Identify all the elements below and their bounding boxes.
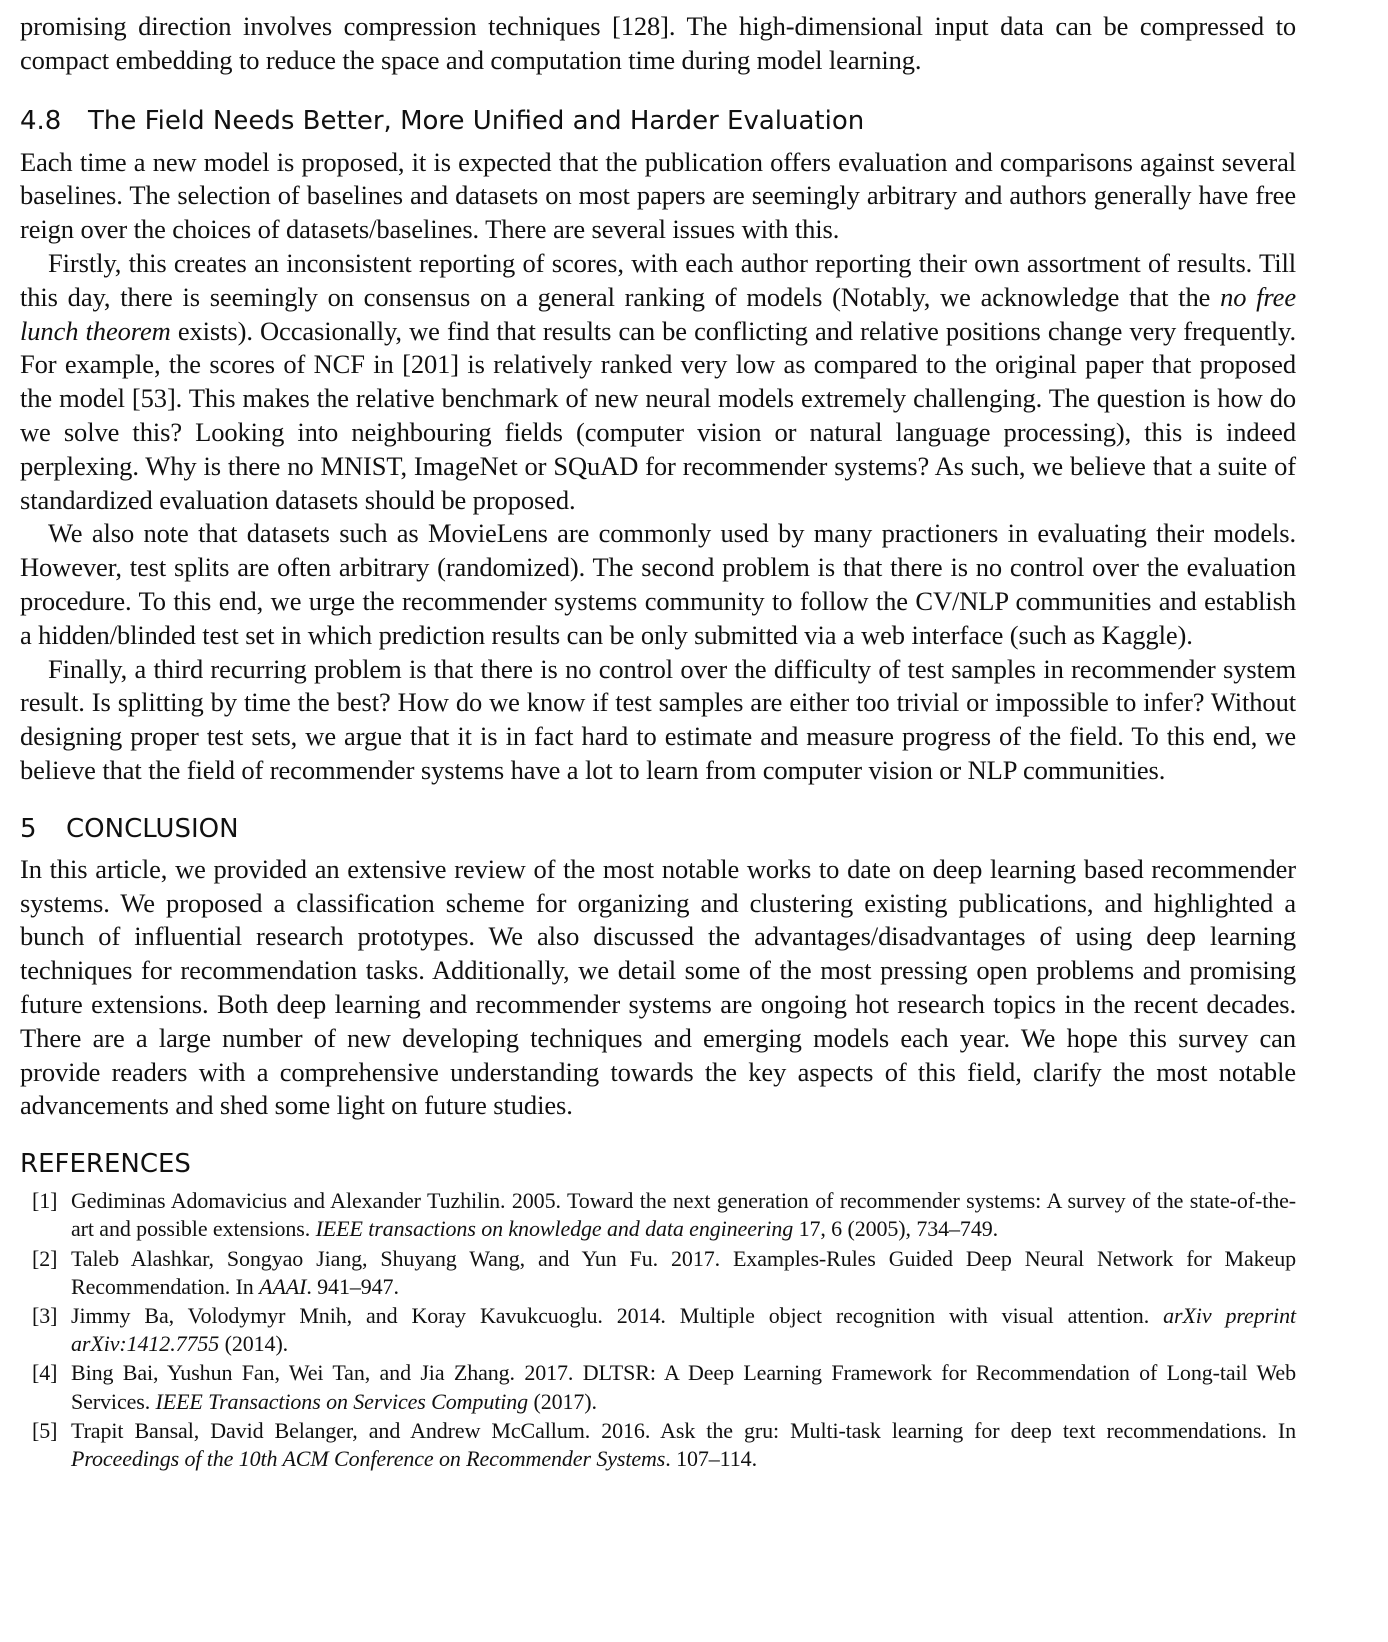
paragraph-test-splits: We also note that datasets such as MovieLens are commonly used by many practioners in evaluating their models. However, test splits are often arbitrary (randomized). The second problem is that there is no control over the evaluation procedure. To this end, we urge the recommender systems community to follow the CV/NLP communities and establish a hidden/blinded test set in which prediction results can be only submitted via a web interface (such as Kaggle).	[20, 518, 1296, 650]
references-title: REFERENCES	[20, 1149, 191, 1180]
reference-number: [1]	[32, 1188, 58, 1214]
reference-item	[20, 1245, 1296, 1301]
paragraph-difficulty: Finally, a third recurring problem is that there is no control over the difficulty of test samples in recommender system result. Is splitting by time the best? How do we know if test samples are either too trivial or impossible to infer? Without designing proper test sets, we argue that it is in fact hard to estimate and measure progress of the field. To this end, we believe that the field of recommender systems have a lot to learn from computer vision or NLP communities.	[20, 653, 1296, 785]
reference-text: Taleb Alashkar, Songyao Jiang, Shuyang Wang, and Yun Fu. 2017. Examples-Rules Guided Deep Neural Network for Makeup Recommendation. In	[71, 1245, 1296, 1299]
references-list	[20, 1187, 1296, 1473]
section-heading-5	[20, 814, 1296, 844]
reference-venue: AAAI	[259, 1273, 307, 1299]
reference-text: 17, 6 (2005), 734–749.	[793, 1216, 999, 1242]
reference-text: . 941–947.	[306, 1273, 399, 1299]
text-segment: exists). Occasionally, we find that results can be conflicting and relative positions change very frequently. For example, the scores of NCF in [201] is relatively ranked very low as compared to the original paper that proposed the model [53]. This makes the relative benchmark of new neural models extremely challenging. The question is how do we solve this? Looking into neighbouring fields (computer vision or natural language processing), this is indeed perplexing. Why is there no MNIST, ImageNet or SQuAD for recommender systems? As such, we believe that a suite of standardized evaluation datasets should be proposed.	[20, 315, 1296, 515]
reference-venue: arXiv preprint arXiv:1412.7755	[71, 1302, 1296, 1357]
section-number: 4.8	[20, 105, 62, 136]
reference-venue: Proceedings of the 10th ACM Conference on Recommender Systems	[71, 1445, 666, 1471]
section-title: The Field Needs Better, More Unified and Harder Evaluation	[88, 105, 865, 136]
italic-term: no free lunch theorem	[20, 281, 1296, 346]
reference-text: Bing Bai, Yushun Fan, Wei Tan, and Jia Zhang. 2017. DLTSR: A Deep Learning Framework for Recommendation of Long-tail Web Services.	[71, 1360, 1296, 1414]
paragraph-inconsistent-reporting	[20, 247, 1296, 517]
reference-item	[20, 1187, 1296, 1243]
reference-text: Gediminas Adomavicius and Alexander Tuzhilin. 2005. Toward the next generation of recommender systems: A survey of the state-of-the-art and possible extensions.	[71, 1188, 1296, 1242]
reference-venue: IEEE transactions on knowledge and data engineering	[315, 1216, 794, 1242]
reference-number: [4]	[32, 1360, 58, 1386]
reference-text: Trapit Bansal, David Belanger, and Andrew McCallum. 2016. Ask the gru: Multi-task learning for deep text recommendations. In	[71, 1417, 1296, 1443]
references-heading	[20, 1149, 1296, 1179]
section-title: CONCLUSION	[66, 813, 239, 844]
reference-text: (2014).	[219, 1331, 289, 1357]
section-heading-4-8	[20, 106, 1296, 136]
reference-number: [2]	[32, 1245, 58, 1271]
paragraph-evaluation-intro: Each time a new model is proposed, it is expected that the publication offers evaluation and comparisons against several baselines. The selection of baselines and datasets on most papers are seemingly arbitrary and authors generally have free reign over the choices of datasets/baselines. There are several issues with this.	[20, 146, 1296, 245]
text-segment: Firstly, this creates an inconsistent reporting of scores, with each author reporting their own assortment of results. Till this day, there is seemingly on consensus on a general ranking of models (Notably, we acknowledge that the	[20, 247, 1296, 312]
intro-paragraph: promising direction involves compression techniques [128]. The high-dimensional input data can be compressed to compact embedding to reduce the space and computation time during model learning.	[20, 11, 1296, 75]
document-page	[20, 10, 1296, 1474]
reference-number: [5]	[32, 1417, 58, 1443]
reference-number: [3]	[32, 1302, 58, 1328]
section-number: 5	[20, 813, 37, 844]
reference-item	[20, 1302, 1296, 1358]
reference-item	[20, 1417, 1296, 1473]
reference-text: (2017).	[528, 1388, 597, 1414]
reference-item	[20, 1359, 1296, 1415]
reference-text: Jimmy Ba, Volodymyr Mnih, and Koray Kavukcuoglu. 2014. Multiple object recognition with visual attention.	[71, 1302, 1164, 1328]
reference-venue: IEEE Transactions on Services Computing	[155, 1388, 529, 1414]
reference-text: . 107–114.	[665, 1445, 757, 1471]
paragraph-conclusion: In this article, we provided an extensive review of the most notable works to date on deep learning based recommender systems. We proposed a classification scheme for organizing and clustering existing publications, and highlighted a bunch of influential research prototypes. We also discussed the advantages/disadvantages of using deep learning techniques for recommendation tasks. Additionally, we detail some of the most pressing open problems and promising future extensions. Both deep learning and recommender systems are ongoing hot research topics in the recent decades. There are a large number of new developing techniques and emerging models each year. We hope this survey can provide readers with a comprehensive understanding towards the key aspects of this field, clarify the most notable advancements and shed some light on future studies.	[20, 853, 1296, 1121]
